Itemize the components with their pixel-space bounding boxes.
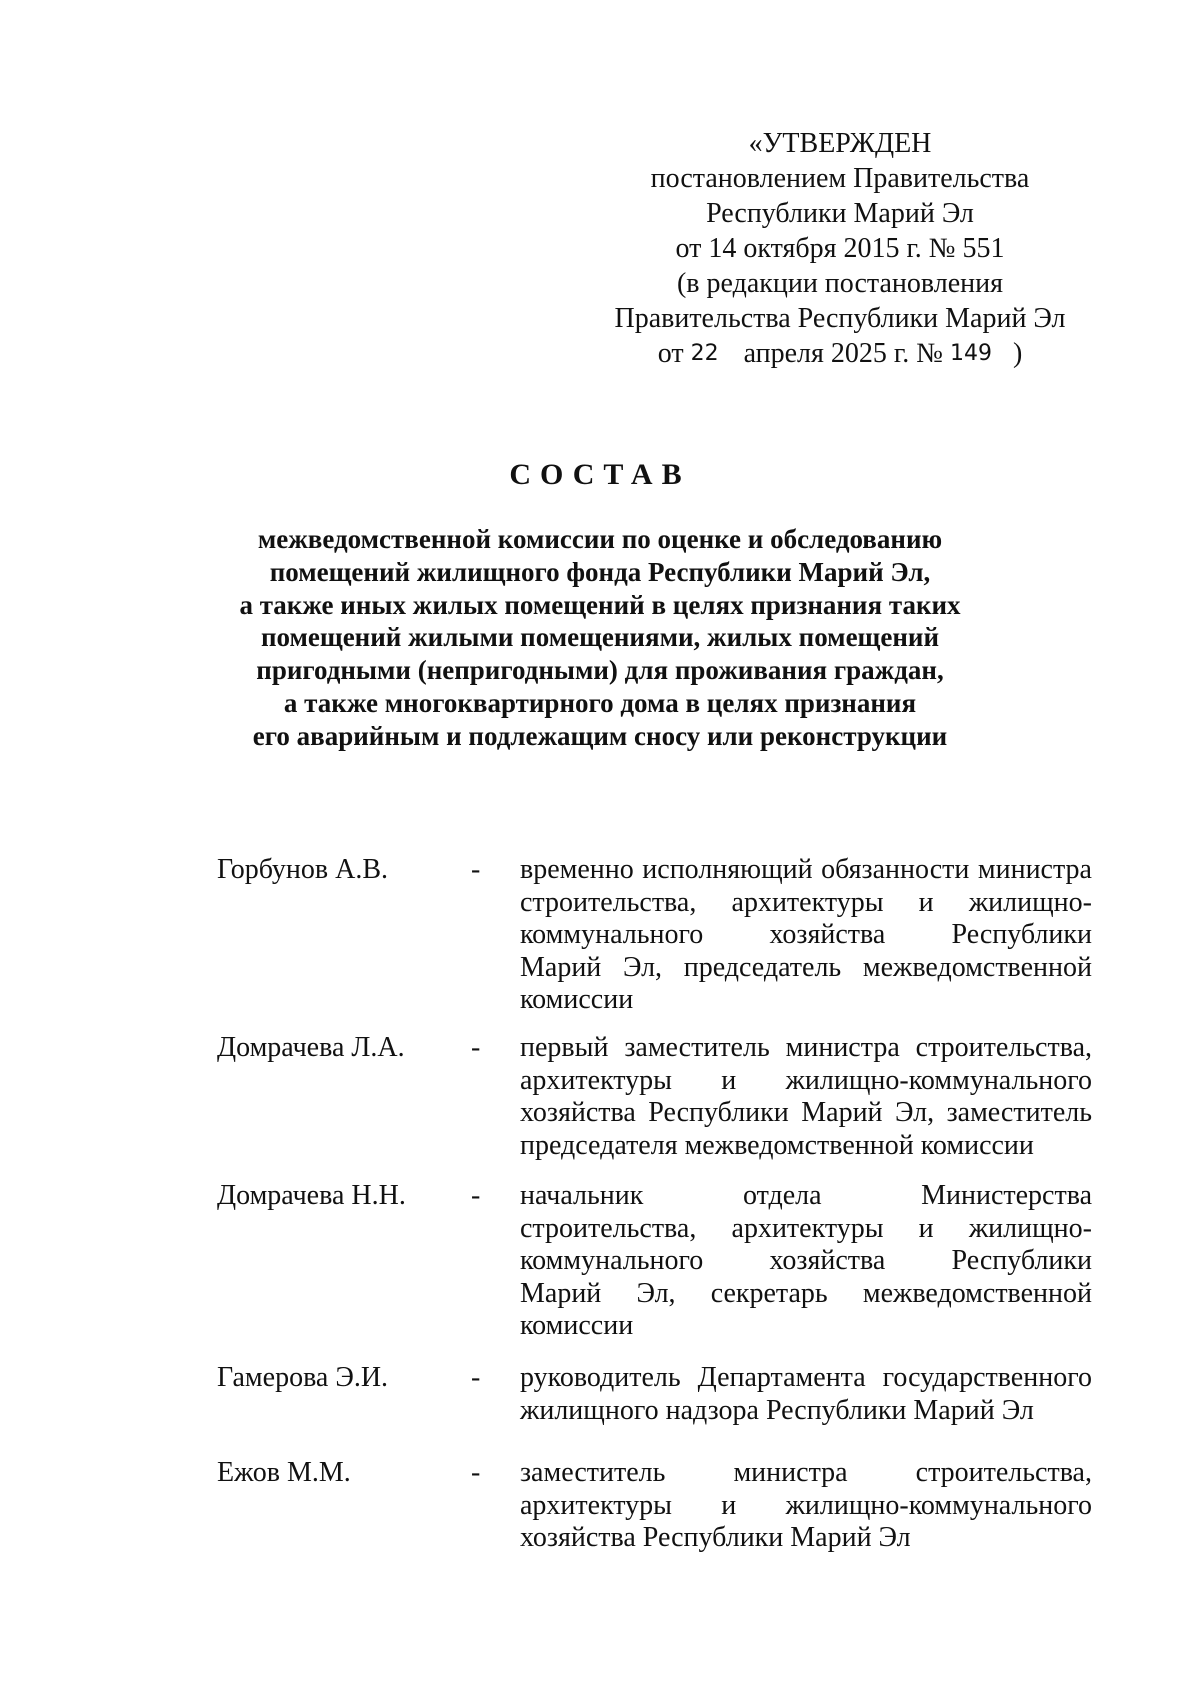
document-heading: СОСТАВ <box>509 458 691 491</box>
member-name: Домрачева Л.А. <box>217 1032 405 1063</box>
position-line: коммунального хозяйства Республики <box>520 1245 1092 1276</box>
approval-line: (в редакции постановления <box>676 268 1004 299</box>
approval-month-year: апреля 2025 г. № <box>743 338 943 369</box>
position-line: председателя межведомственной комиссии <box>520 1129 1034 1161</box>
member-name: Гамерова Э.И. <box>217 1362 389 1393</box>
position-line: Марий Эл, секретарь межведомственной <box>520 1277 1092 1309</box>
subtitle-line: а также многоквартирного дома в целях признания <box>283 687 917 718</box>
approval-line: Республики Марий Эл <box>706 198 974 229</box>
handwritten-day: 22 <box>690 341 719 366</box>
member-dash: - <box>471 1362 481 1393</box>
approval-from-label: от <box>657 338 684 369</box>
member-position <box>520 1457 1092 1555</box>
approval-line: «УТВЕРЖДЕН <box>748 128 932 159</box>
subtitle-line: помещений жилищного фонда Республики Марий Эл, <box>269 556 931 587</box>
document-subtitle <box>150 523 1050 753</box>
position-line: Марий Эл, председатель межведомственной <box>520 951 1092 983</box>
position-line: жилищного надзора Республики Марий Эл <box>520 1394 1034 1426</box>
approval-close-paren: ) <box>1012 338 1023 369</box>
approval-line-amendment-date <box>590 336 1090 371</box>
subtitle-line: его аварийным и подлежащим сносу или реконструкции <box>252 720 948 751</box>
member-entry <box>0 1457 1200 1557</box>
handwritten-number: 149 <box>949 341 992 366</box>
member-dash: - <box>471 1032 481 1063</box>
approval-block <box>590 126 1090 371</box>
member-dash: - <box>471 854 481 885</box>
position-line: начальник отдела Министерства <box>520 1180 1092 1211</box>
member-entry <box>0 1362 1200 1457</box>
position-line: временно исполняющий обязанности министра <box>520 854 1092 885</box>
position-line: руководитель Департамента государственного <box>520 1362 1092 1393</box>
member-name: Ежов М.М. <box>217 1457 351 1488</box>
position-line: архитектуры и жилищно-коммунального <box>520 1489 1092 1521</box>
position-line: архитектуры и жилищно-коммунального <box>520 1064 1092 1096</box>
approval-line: постановлением Правительства <box>650 163 1030 194</box>
subtitle-line: межведомственной комиссии по оценке и обследованию <box>257 524 943 554</box>
member-name: Домрачева Н.Н. <box>217 1180 406 1211</box>
member-position <box>520 1362 1092 1427</box>
subtitle-line: а также иных жилых помещений в целях признания таких <box>239 589 961 620</box>
member-name: Горбунов А.В. <box>217 854 389 885</box>
position-line: коммунального хозяйства Республики <box>520 919 1092 950</box>
member-position <box>520 1032 1092 1162</box>
member-dash: - <box>471 1180 481 1211</box>
position-line: хозяйства Республики Марий Эл <box>520 1522 911 1553</box>
position-line: комиссии <box>520 1310 634 1341</box>
subtitle-line: пригодными (непригодными) для проживания граждан, <box>256 655 944 686</box>
position-line: хозяйства Республики Марий Эл, заместитель <box>520 1097 1092 1128</box>
position-line: строительства, архитектуры и жилищно- <box>520 886 1092 918</box>
subtitle-line: помещений жилыми помещениями, жилых помещений <box>260 622 940 653</box>
approval-line: Правительства Республики Марий Эл <box>614 303 1066 334</box>
position-line: строительства, архитектуры и жилищно- <box>520 1212 1092 1244</box>
member-entry <box>0 854 1200 1032</box>
member-dash: - <box>471 1457 481 1488</box>
member-entry <box>0 1032 1200 1180</box>
approval-line: от 14 октября 2015 г. № 551 <box>675 233 1005 264</box>
position-line: первый заместитель министра строительства, <box>520 1032 1092 1063</box>
member-position <box>520 1180 1092 1343</box>
members-list <box>0 854 1200 1557</box>
member-entry <box>0 1180 1200 1362</box>
position-line: комиссии <box>520 984 634 1015</box>
member-position <box>520 854 1092 1017</box>
position-line: заместитель министра строительства, <box>520 1457 1092 1488</box>
